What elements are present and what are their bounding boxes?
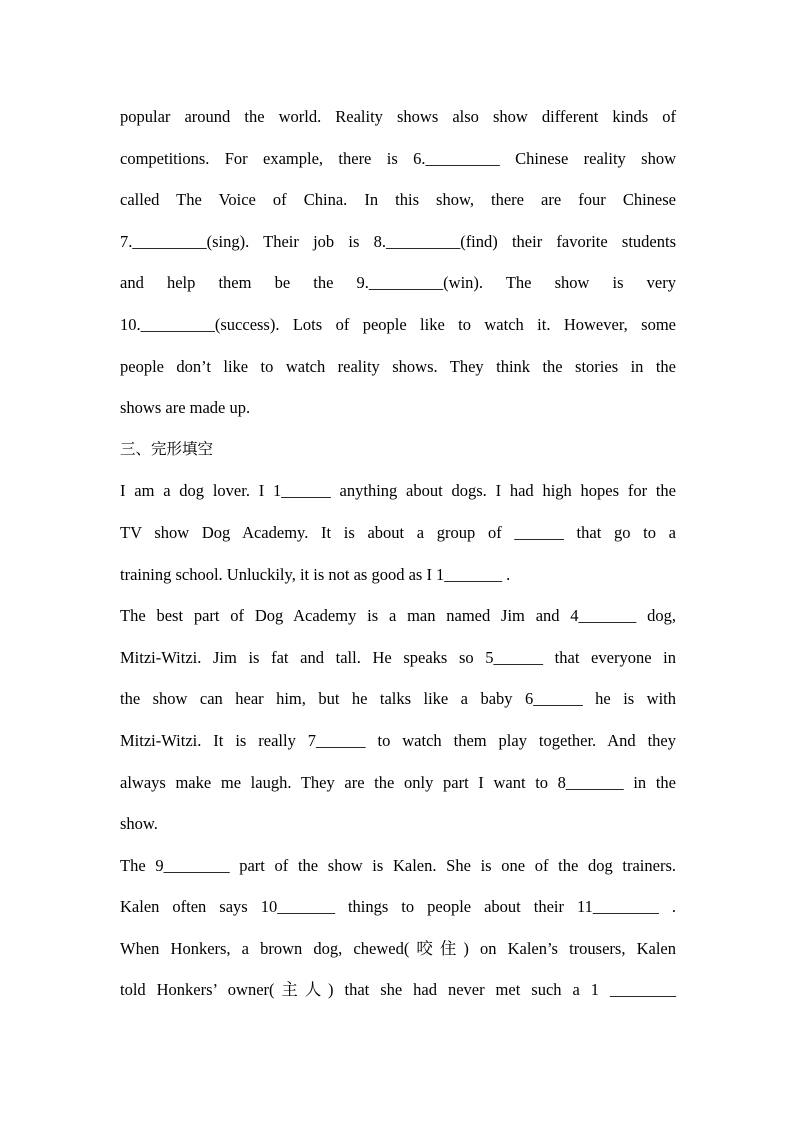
text-line: Mitzi-Witzi. It is really 7______ to watch them play together. And they	[120, 730, 676, 750]
text-line: Kalen often says 10_______ things to people about their 11________ .	[120, 897, 676, 917]
text-line: When Honkers, a brown dog, chewed(咬住) on Kalen’s trousers, Kalen	[120, 938, 676, 958]
text-line: called The Voice of China. In this show, there are four Chinese	[120, 190, 676, 210]
document-body	[120, 96, 676, 1011]
text-line: show.	[120, 814, 158, 834]
text-line: told Honkers’ owner(主人) that she had never met such a 1 ________	[120, 980, 676, 1000]
section-heading: 三、完形填空	[120, 439, 214, 458]
text-line: always make me laugh. They are the only part I want to 8_______ in the	[120, 772, 676, 792]
text-line: The best part of Dog Academy is a man named Jim and 4_______ dog,	[120, 606, 676, 626]
text-line: Mitzi-Witzi. Jim is fat and tall. He speaks so 5______ that everyone in	[120, 647, 676, 667]
text-line: shows are made up.	[120, 398, 251, 418]
text-line: competitions. For example, there is 6._________ Chinese reality show	[120, 148, 676, 168]
text-line: 10._________(success). Lots of people like to watch it. However, some	[120, 314, 676, 334]
text-line: the show can hear him, but he talks like a baby 6______ he is with	[120, 689, 676, 709]
text-line: and help them be the 9._________(win). The show is very	[120, 273, 676, 293]
text-line: people don’t like to watch reality shows. They think the stories in the	[120, 356, 676, 376]
text-line: I am a dog lover. I 1______ anything about dogs. I had high hopes for the	[120, 481, 676, 501]
text-line: popular around the world. Reality shows also show different kinds of	[120, 107, 676, 126]
text-line: training school. Unluckily, it is not as good as I 1_______ .	[120, 564, 511, 584]
text-line: The 9________ part of the show is Kalen. She is one of the dog trainers.	[120, 855, 676, 875]
text-line: TV show Dog Academy. It is about a group of ______ that go to a	[120, 522, 676, 542]
text-line: 7._________(sing). Their job is 8._________(find) their favorite students	[120, 231, 676, 251]
